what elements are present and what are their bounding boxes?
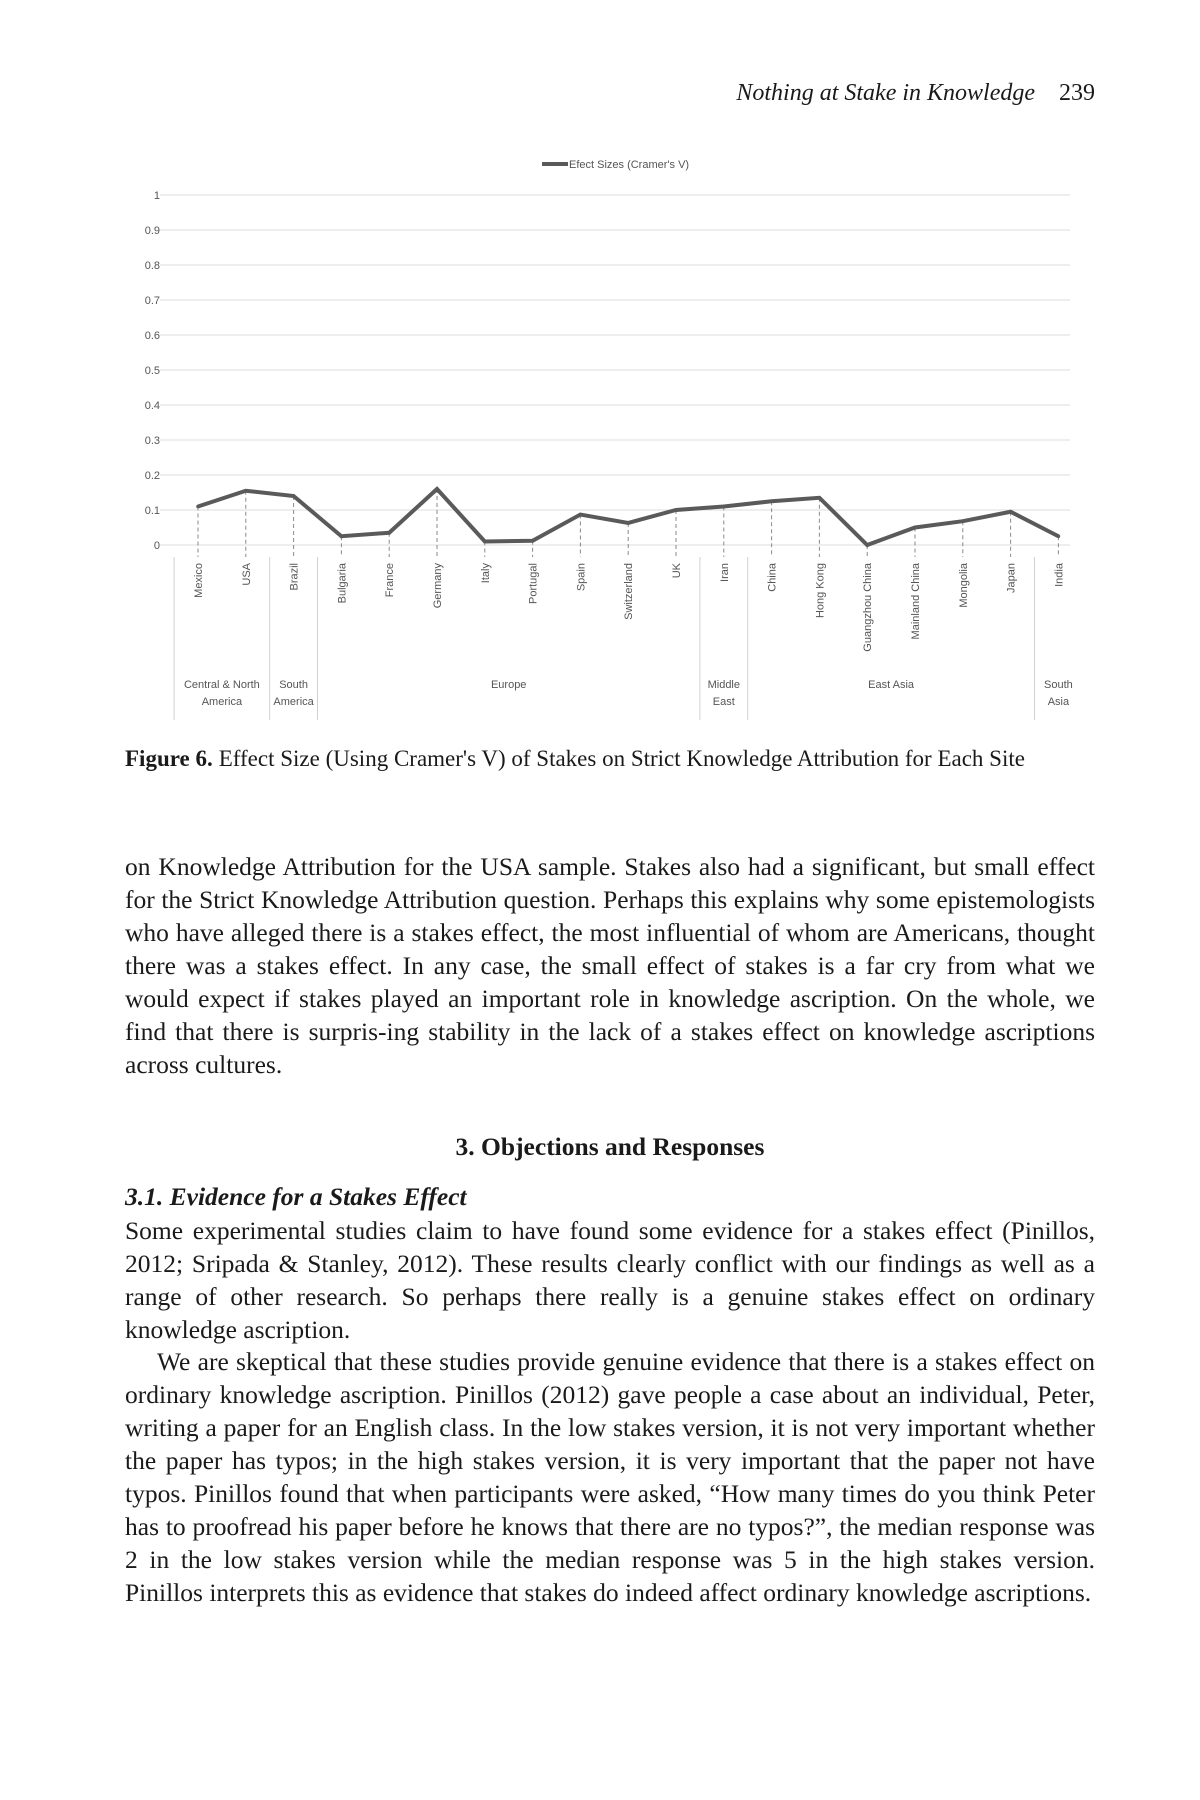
x-tick-label: Germany — [432, 563, 444, 609]
x-tick-label: Mainland China — [910, 563, 922, 640]
x-tick-label: Portugal — [527, 563, 540, 604]
data-point — [292, 494, 296, 498]
y-tick-label: 0.8 — [144, 260, 160, 272]
x-tick-label: China — [766, 563, 779, 592]
group-label: South — [279, 679, 308, 691]
data-point — [531, 539, 535, 543]
data-point — [961, 519, 965, 523]
x-tick-label: Hong Kong — [814, 563, 827, 619]
running-title: Nothing at Stake in Knowledge — [736, 80, 1035, 106]
group-label: East — [712, 696, 735, 708]
figure-caption-text: Effect Size (Using Cramer's V) of Stakes on Strict Knowledge Attribution for Each Site — [218, 746, 1025, 771]
y-tick-label: 0.3 — [144, 435, 160, 447]
data-point — [818, 496, 822, 500]
group-label: Central & North — [183, 679, 260, 691]
group-label: Asia — [1047, 696, 1070, 708]
x-tick-label: France — [384, 563, 397, 598]
data-point — [340, 534, 344, 538]
y-tick-label: 0.5 — [144, 365, 160, 377]
x-tick-label: USA — [240, 563, 253, 586]
y-tick-label: 0 — [153, 540, 160, 552]
x-tick-label: Bulgaria — [336, 563, 349, 604]
x-tick-label: UK — [671, 563, 683, 579]
y-tick-label: 0.9 — [144, 225, 160, 237]
data-point — [483, 540, 487, 544]
x-tick-label: Brazil — [288, 563, 301, 591]
y-tick-label: 0.4 — [144, 400, 160, 412]
x-tick-label: Italy — [479, 563, 492, 584]
page-number: 239 — [1059, 80, 1095, 106]
effect-size-line-chart — [120, 150, 1080, 730]
x-tick-label: Mongolia — [957, 563, 970, 608]
data-point — [244, 489, 248, 493]
x-tick-label: Japan — [1005, 563, 1018, 593]
group-label: Europe — [490, 679, 527, 691]
x-tick-label: Iran — [718, 563, 731, 582]
x-tick-label: Spain — [575, 563, 588, 592]
body-paragraph-3: We are skeptical that these studies provide genuine evidence that there is a stakes effect on ordinary knowledge ascription. Pinillos (2012) gave people a case about an individual, Peter, writing a paper for an English class. In the low stakes version, it is not very important whether the paper has typos; in the high stakes version, it is very important that the paper not have typos. Pinillos found that when participants were asked, “How many times do you think Peter has to proofread his paper before he knows that there are no typos?”, the median response was 2 in the low stakes version while the median response was 5 in the high stakes version. Pinillos interprets this as evidence that stakes do indeed affect ordinary knowledge ascriptions. — [125, 1347, 1095, 1607]
subsection-heading: 3.1. Evidence for a Stakes Effect — [125, 1182, 467, 1211]
data-point — [579, 513, 583, 517]
x-tick-label: Guangzhou China — [862, 563, 875, 652]
data-point — [1009, 510, 1013, 514]
data-point — [626, 521, 630, 525]
x-tick-label: Switzerland — [623, 563, 636, 620]
data-point — [387, 531, 391, 535]
body-paragraph-2: Some experimental studies claim to have found some evidence for a stakes effect (Pinillos, 2012; Sripada & Stanley, 2012). These results clearly conflict with our findings as well as a range of other research. So perhaps there really is a genuine stakes effect on ordinary knowledge ascription. — [125, 1216, 1095, 1344]
group-label: East Asia — [868, 679, 915, 691]
group-label: America — [273, 696, 314, 708]
y-tick-label: 0.1 — [144, 505, 160, 517]
figure-label: Figure 6. — [125, 746, 213, 771]
group-label: America — [201, 696, 243, 708]
y-tick-label: 0.2 — [144, 470, 160, 482]
x-tick-label: Mexico — [193, 563, 205, 598]
data-point — [196, 505, 200, 509]
data-point — [770, 499, 774, 503]
section-heading: 3. Objections and Responses — [455, 1132, 765, 1161]
data-point — [674, 508, 678, 512]
group-label: Middle — [707, 679, 741, 691]
data-point — [435, 487, 439, 491]
data-point — [722, 505, 726, 509]
series-line — [198, 489, 1058, 545]
legend-label: Efect Sizes (Cramer's V) — [569, 159, 690, 171]
y-tick-label: 0.7 — [144, 295, 160, 307]
x-tick-label: India — [1053, 563, 1066, 587]
group-label: South — [1044, 679, 1073, 691]
running-header — [125, 80, 1095, 107]
y-tick-label: 1 — [153, 190, 160, 202]
figure-caption — [125, 745, 1095, 773]
data-point — [913, 526, 917, 530]
body-paragraph-1: on Knowledge Attribution for the USA sample. Stakes also had a significant, but small effect for the Strict Knowledge Attribution question. Perhaps this explains why some epistemologists who have alleged there is a stakes effect, the most influential of whom are Americans, thought there was a stakes effect. In any case, the small effect of stakes is a far cry from what we would expect if stakes played an important role in knowledge ascription. On the whole, we find that there is surpris-ing stability in the lack of a stakes effect on knowledge ascriptions across cultures. — [125, 852, 1095, 1079]
data-point — [865, 543, 869, 547]
y-tick-label: 0.6 — [144, 330, 160, 342]
data-point — [1057, 534, 1061, 538]
